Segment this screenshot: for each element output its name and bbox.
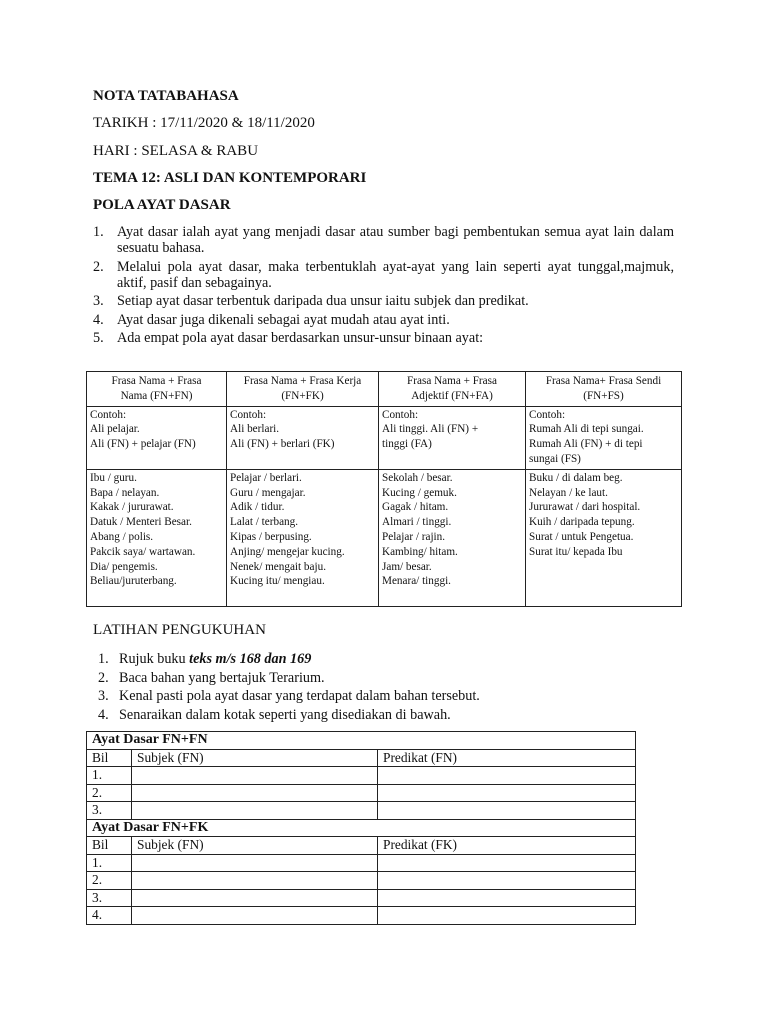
column-header-predikat: Predikat (FN) [378,749,636,767]
list-item [98,688,679,704]
pattern-header-fn-fk: Frasa Nama + Frasa Kerja (FN+FK) [227,372,379,407]
list-number: 1. [98,651,109,667]
list-text: Setiap ayat dasar terbentuk daripada dua unsur iaitu subjek dan predikat. [117,293,529,309]
table-row [87,854,636,872]
subject-cell[interactable] [132,889,378,907]
day-line: HARI : SELASA & RABU [93,143,259,159]
table-row [87,784,636,802]
list-item [93,224,674,256]
table-row [87,889,636,907]
pattern-list-row [87,469,682,606]
exercise-steps [98,651,679,725]
pattern-header-fn-fs: Frasa Nama+ Frasa Sendi (FN+FS) [526,372,682,407]
column-header-bil: Bil [87,749,132,767]
list-text: Ayat dasar ialah ayat yang menjadi dasar atau sumber bagi pembentukan semua ayat lain dalam sesuatu bahasa. [117,224,674,256]
pattern-example-row [87,406,682,469]
list-number: 4. [98,706,109,723]
section-title-fn-fn: Ayat Dasar FN+FN [87,732,636,750]
row-number: 2. [87,784,132,802]
predicate-cell[interactable] [378,889,636,907]
row-number: 2. [87,872,132,890]
pattern-list-fn-fa: Sekolah / besar. Kucing / gemuk. Gagak / hitam. Almari / tinggi. Pelajar / rajin. Kambing/ hitam. Jam/ besar. Menara/ tinggi. [379,469,526,606]
answer-table [86,731,636,925]
pattern-list-fn-fs: Buku / di dalam beg. Nelayan / ke laut. Jururawat / dari hospital. Kuih / daripada tepung. Surat / untuk Pengetua. Surat itu/ kepada Ibu [526,469,682,606]
subject-cell[interactable] [132,854,378,872]
list-number: 3. [98,688,109,704]
table-row [87,872,636,890]
row-number: 1. [87,854,132,872]
list-text: Kenal pasti pola ayat dasar yang terdapat dalam bahan tersebut. [119,688,480,704]
list-text: Baca bahan yang bertajuk Terarium. [119,669,325,686]
list-text: Rujuk buku [119,651,190,667]
subject-cell[interactable] [132,767,378,785]
pattern-example-fn-fs: Contoh: Rumah Ali di tepi sungai. Rumah Ali (FN) + di tepi sungai (FS) [526,406,682,469]
list-item [98,707,679,723]
pattern-example-fn-fk: Contoh: Ali berlari. Ali (FN) + berlari (FK) [227,406,379,469]
predicate-cell[interactable] [378,767,636,785]
list-item [93,312,674,328]
list-text: Ayat dasar juga dikenali sebagai ayat mudah atau ayat inti. [117,311,450,328]
list-number: 2. [93,258,104,275]
list-number: 5. [93,330,104,346]
list-text: Ada empat pola ayat dasar berdasarkan unsur-unsur binaan ayat: [117,330,484,346]
textbook-reference: teks m/s 168 dan 169 [189,651,312,667]
column-header-subjek: Subjek (FN) [132,837,378,855]
subject-cell[interactable] [132,872,378,890]
row-number: 3. [87,889,132,907]
document-title: NOTA TATABAHASA [93,88,239,104]
list-number: 2. [98,669,109,686]
column-header-predikat: Predikat (FK) [378,837,636,855]
table-header-row [87,837,636,855]
list-item [98,651,679,667]
sentence-pattern-table [86,371,682,607]
row-number: 1. [87,767,132,785]
predicate-cell[interactable] [378,907,636,925]
column-header-bil: Bil [87,837,132,855]
predicate-cell[interactable] [378,854,636,872]
list-number: 4. [93,311,104,328]
pattern-header-fn-fa: Frasa Nama + Frasa Adjektif (FN+FA) [379,372,526,407]
list-text: Melalui pola ayat dasar, maka terbentuklah ayat-ayat yang lain seperti ayat tunggal,majmuk, aktif, pasif dan sebagainya. [117,258,674,291]
predicate-cell[interactable] [378,802,636,820]
list-item [93,259,674,291]
row-number: 3. [87,802,132,820]
exercise-title: LATIHAN PENGUKUHAN [93,622,266,638]
table-header-row [87,749,636,767]
date-line: TARIKH : 17/11/2020 & 18/11/2020 [93,115,315,131]
column-header-subjek: Subjek (FN) [132,749,378,767]
list-text: Senaraikan dalam kotak seperti yang disediakan di bawah. [119,706,451,723]
row-number: 4. [87,907,132,925]
pattern-header-row [87,372,682,407]
list-item [93,330,674,346]
topic-heading: POLA AYAT DASAR [93,197,231,213]
notes-list [93,224,674,349]
pattern-list-fn-fn: Ibu / guru. Bapa / nelayan. Kakak / jururawat. Datuk / Menteri Besar. Abang / polis. Pakcik saya/ wartawan. Dia/ pengemis. Beliau/juruterbang. [87,469,227,606]
predicate-cell[interactable] [378,784,636,802]
table-row [87,907,636,925]
list-item [93,293,674,309]
list-number: 1. [93,224,104,240]
list-number: 3. [93,293,104,309]
pattern-list-fn-fk: Pelajar / berlari. Guru / mengajar. Adik / tidur. Lalat / terbang. Kipas / berpusing. Anjing/ mengejar kucing. Nenek/ mengait baju. Kucing itu/ mengiau. [227,469,379,606]
subject-cell[interactable] [132,907,378,925]
predicate-cell[interactable] [378,872,636,890]
theme-line: TEMA 12: ASLI DAN KONTEMPORARI [93,170,367,186]
pattern-example-fn-fa: Contoh: Ali tinggi. Ali (FN) + tinggi (FA) [379,406,526,469]
subject-cell[interactable] [132,784,378,802]
subject-cell[interactable] [132,802,378,820]
pattern-example-fn-fn: Contoh: Ali pelajar. Ali (FN) + pelajar (FN) [87,406,227,469]
pattern-header-fn-fn: Frasa Nama + Frasa Nama (FN+FN) [87,372,227,407]
section-title-fn-fk: Ayat Dasar FN+FK [87,819,636,837]
table-row [87,802,636,820]
table-row [87,767,636,785]
list-item [98,670,679,686]
